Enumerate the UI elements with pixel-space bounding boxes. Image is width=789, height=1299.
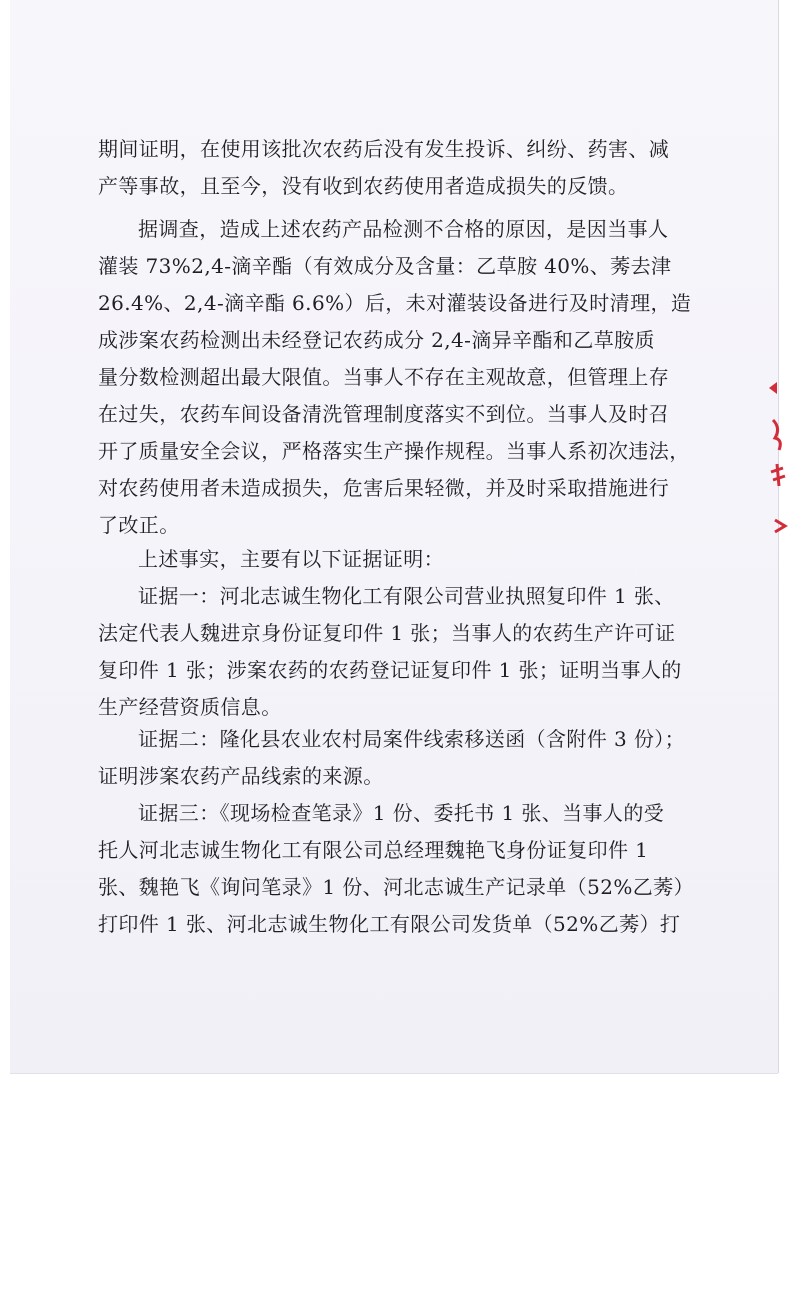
scanned-page xyxy=(10,0,778,1073)
paragraph-start-line: 上述事实，主要有以下证据证明： xyxy=(138,547,444,571)
body-line: 开了质量安全会议，严格落实生产操作规程。当事人系初次违法， xyxy=(98,439,690,463)
paragraph-start-line: 据调查，造成上述农药产品检测不合格的原因，是因当事人 xyxy=(138,217,669,241)
paragraph-start-line: 证据三：《现场检查笔录》1 份、委托书 1 张、当事人的受 xyxy=(138,801,665,825)
seal-mark xyxy=(769,382,777,394)
body-line: 了改正。 xyxy=(98,513,180,537)
seal-mark xyxy=(771,464,785,486)
body-line: 复印件 1 张；涉案农药的农药登记证复印件 1 张；证明当事人的 xyxy=(98,658,682,682)
body-line: 在过失，农药车间设备清洗管理制度落实不到位。当事人及时召 xyxy=(98,402,670,426)
body-line: 法定代表人魏进京身份证复印件 1 张；当事人的农药生产许可证 xyxy=(98,621,676,645)
body-line: 托人河北志诚生物化工有限公司总经理魏艳飞身份证复印件 1 xyxy=(98,838,649,862)
body-line: 生产经营资质信息。 xyxy=(98,695,282,719)
red-seal-fragment xyxy=(763,380,789,540)
body-line: 张、魏艳飞《询问笔录》1 份、河北志诚生产记录单（52%乙莠） xyxy=(98,875,694,899)
body-line: 证明涉案农药产品线索的来源。 xyxy=(98,764,384,788)
body-line: 灌装 73%2,4-滴辛酯（有效成分及含量：乙草胺 40%、莠去津 xyxy=(98,254,672,278)
seal-mark xyxy=(773,420,780,450)
paragraph-start-line: 证据一：河北志诚生物化工有限公司营业执照复印件 1 张、 xyxy=(138,584,675,608)
body-line: 对农药使用者未造成损失，危害后果轻微，并及时采取措施进行 xyxy=(98,476,670,500)
body-line: 26.4%、2,4-滴辛酯 6.6%）后，未对灌装设备进行及时清理，造 xyxy=(98,291,692,315)
body-line: 量分数检测超出最大限值。当事人不存在主观故意，但管理上存 xyxy=(98,365,670,389)
body-line: 打印件 1 张、河北志诚生物化工有限公司发货单（52%乙莠）打 xyxy=(98,912,681,936)
body-line: 期间证明，在使用该批次农药后没有发生投诉、纠纷、药害、减 xyxy=(98,137,670,161)
paragraph-start-line: 证据二：隆化县农业农村局案件线索移送函（含附件 3 份）； xyxy=(138,727,686,751)
body-line: 产等事故，且至今，没有收到农药使用者造成损失的反馈。 xyxy=(98,174,629,198)
body-line: 成涉案农药检测出未经登记农药成分 2,4-滴异辛酯和乙草胺质 xyxy=(98,328,655,352)
seal-mark xyxy=(775,520,785,532)
